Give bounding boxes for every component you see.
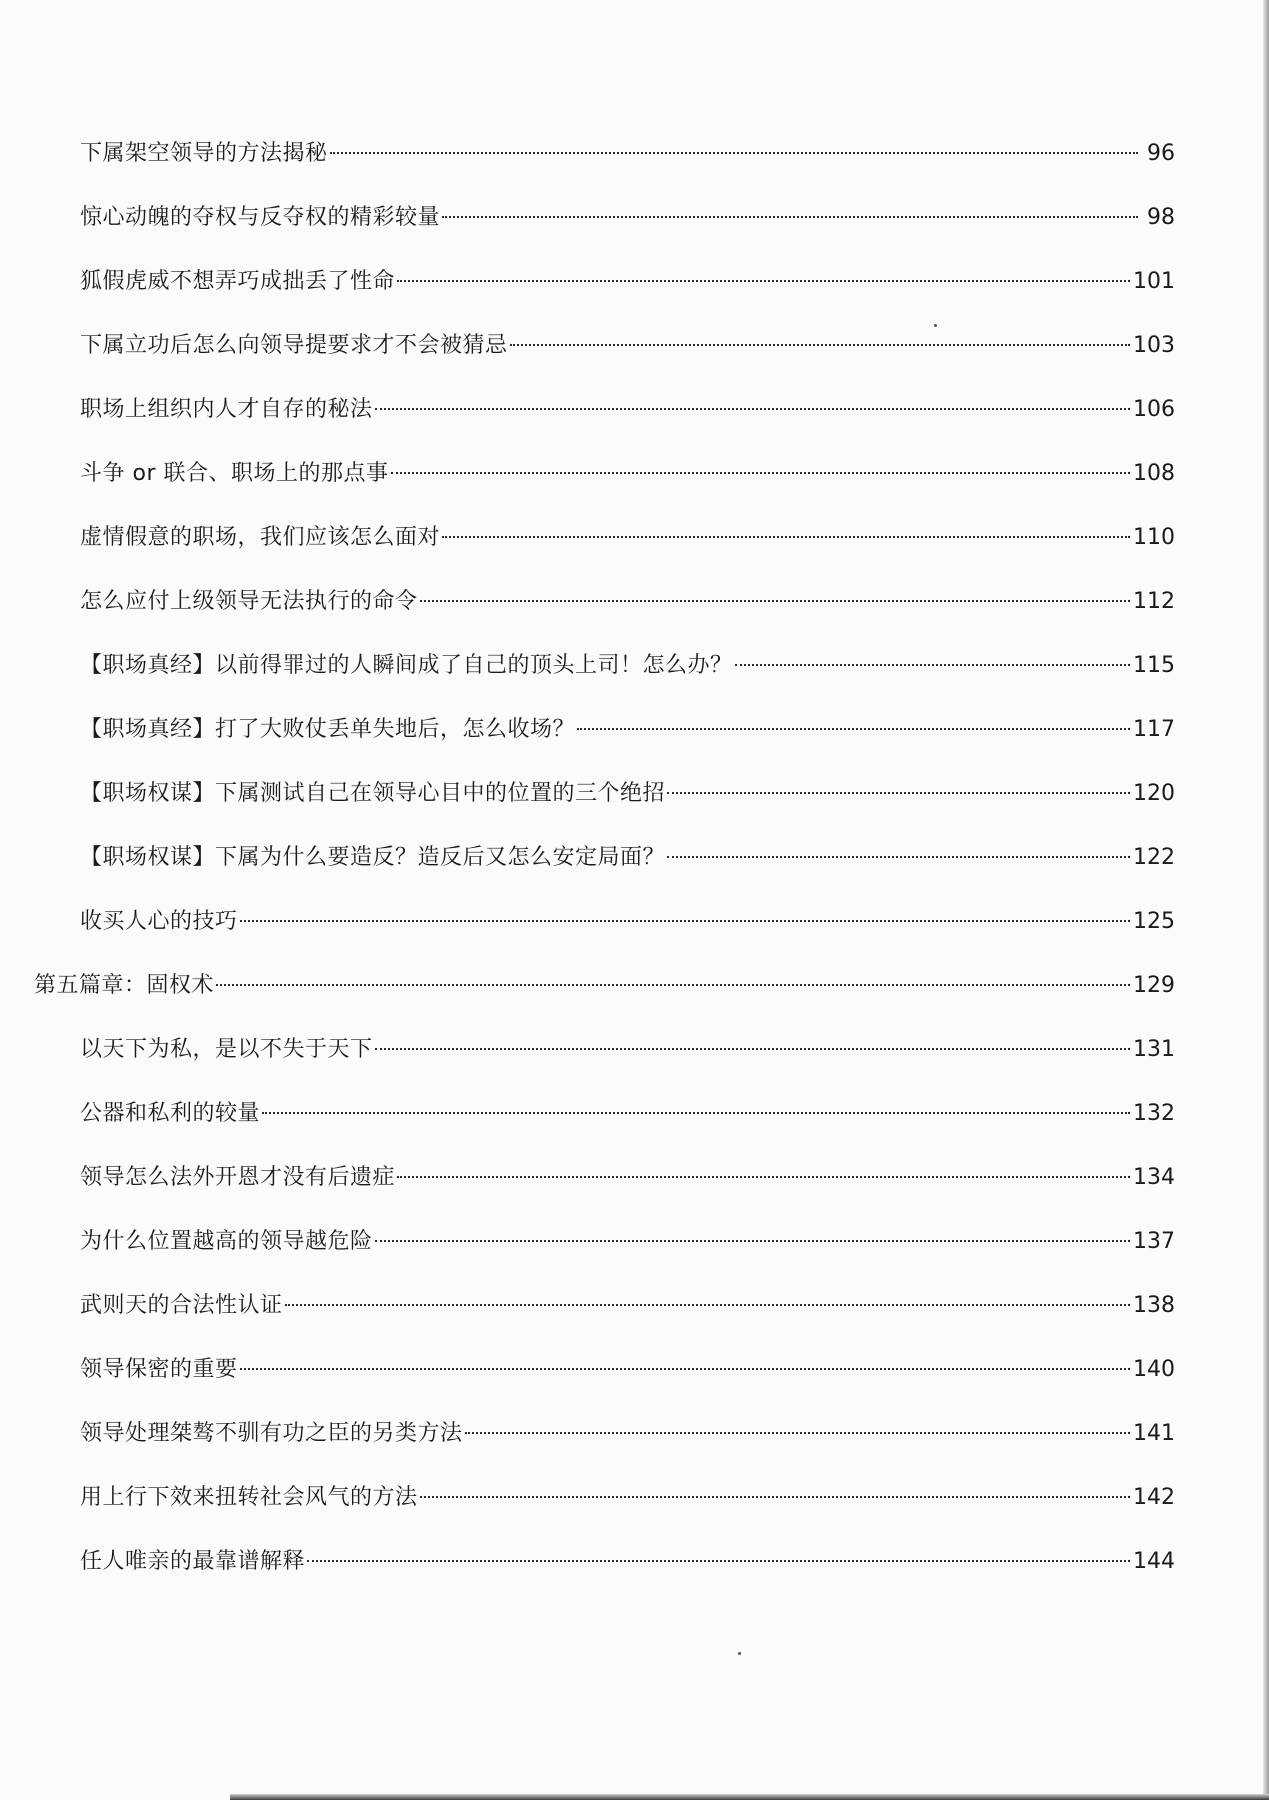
- toc-entry-page-number: 117: [1133, 717, 1175, 742]
- toc-entry[interactable]: [80, 646, 1175, 686]
- toc-entry-title: 领导处理桀骜不驯有功之臣的另类方法: [80, 1421, 463, 1446]
- toc-entry-page-number: 140: [1133, 1357, 1175, 1382]
- dot-leader: [391, 470, 1131, 474]
- toc-entry-page-number: 134: [1133, 1165, 1175, 1190]
- toc-entry-title: 职场上组织内人才自存的秘法: [80, 397, 373, 422]
- toc-entry-page-number: 125: [1133, 909, 1175, 934]
- toc-entry-title: 领导怎么法外开恩才没有后遗症: [80, 1165, 396, 1190]
- toc-entry-title: 【职场权谋】下属测试自己在领导心目中的位置的三个绝招: [80, 781, 666, 806]
- dot-leader: [375, 1238, 1130, 1242]
- toc-entry[interactable]: [80, 1286, 1175, 1326]
- dot-leader: [240, 1366, 1130, 1370]
- toc-entry[interactable]: [80, 902, 1175, 942]
- toc-entry-title: 第五篇章：固权术: [34, 973, 215, 998]
- toc-entry-page-number: 122: [1133, 845, 1175, 870]
- toc-entry-page-number: 131: [1133, 1037, 1175, 1062]
- toc-entry-page-number: 132: [1133, 1101, 1175, 1126]
- toc-entry-page-number: 120: [1133, 781, 1175, 806]
- toc-entry-page-number: 142: [1133, 1485, 1175, 1510]
- toc-entry[interactable]: [80, 390, 1175, 430]
- toc-entry[interactable]: [80, 1542, 1175, 1582]
- toc-entry-page-number: 129: [1133, 973, 1175, 998]
- toc-entry-title: 狐假虎威不想弄巧成拙丢了性命: [80, 269, 396, 294]
- toc-entry[interactable]: [80, 1222, 1175, 1262]
- toc-entry[interactable]: [80, 1350, 1175, 1390]
- toc-entry-page-number: 110: [1133, 525, 1175, 550]
- toc-entry[interactable]: [80, 454, 1175, 494]
- toc-entry-page-number: 98: [1147, 205, 1175, 230]
- toc-entry[interactable]: [80, 1478, 1175, 1518]
- toc-entry-page-number: 108: [1133, 461, 1175, 486]
- dot-leader: [420, 598, 1130, 602]
- dot-leader: [442, 534, 1130, 538]
- dot-leader: [420, 1494, 1130, 1498]
- toc-entry-page-number: 138: [1133, 1293, 1175, 1318]
- dot-leader: [442, 214, 1138, 218]
- toc-entry-title: 下属立功后怎么向领导提要求才不会被猜忌: [80, 333, 508, 358]
- dot-leader: [262, 1110, 1130, 1114]
- toc-entry-title: 斗争 or 联合、职场上的那点事: [80, 461, 389, 486]
- toc-entry-page-number: 115: [1133, 653, 1175, 678]
- toc-entry-title: 以天下为私，是以不失于天下: [80, 1037, 373, 1062]
- dot-leader: [375, 1046, 1130, 1050]
- toc-entry-page-number: 96: [1147, 141, 1175, 166]
- toc-entry-title: 领导保密的重要: [80, 1357, 238, 1382]
- toc-entry-title: 【职场权谋】下属为什么要造反？造反后又怎么安定局面？: [80, 845, 666, 870]
- dot-leader: [397, 278, 1130, 282]
- toc-entry-title: 为什么位置越高的领导越危险: [80, 1229, 373, 1254]
- toc-entry-page-number: 144: [1133, 1549, 1175, 1574]
- toc-entry[interactable]: [80, 1158, 1175, 1198]
- scan-speck: [738, 1652, 741, 1655]
- dot-leader: [510, 342, 1130, 346]
- toc-entry-title: 【职场真经】以前得罪过的人瞬间成了自己的顶头上司！怎么办？: [80, 653, 733, 678]
- dot-leader: [307, 1558, 1130, 1562]
- toc-entry[interactable]: [80, 1094, 1175, 1134]
- toc-entry-page-number: 141: [1133, 1421, 1175, 1446]
- dot-leader: [735, 662, 1130, 666]
- toc-entry-page-number: 137: [1133, 1229, 1175, 1254]
- toc-entry-title: 武则天的合法性认证: [80, 1293, 283, 1318]
- toc-entry-page-number: 101: [1133, 269, 1175, 294]
- dot-leader: [577, 726, 1130, 730]
- toc-entry-title: 虚情假意的职场，我们应该怎么面对: [80, 525, 441, 550]
- dot-leader: [667, 790, 1130, 794]
- toc-entry[interactable]: [80, 1030, 1175, 1070]
- toc-entry[interactable]: [80, 518, 1175, 558]
- toc-entry-title: 收买人心的技巧: [80, 909, 238, 934]
- toc-entry-title: 任人唯亲的最靠谱解释: [80, 1549, 306, 1574]
- dot-leader: [330, 150, 1138, 154]
- dot-leader: [285, 1302, 1130, 1306]
- toc-entry-title: 下属架空领导的方法揭秘: [80, 141, 328, 166]
- toc-entry[interactable]: [80, 134, 1175, 174]
- toc-entry-page-number: 112: [1133, 589, 1175, 614]
- dot-leader: [465, 1430, 1130, 1434]
- scan-edge-bottom: [230, 1794, 1269, 1800]
- toc-entry[interactable]: [80, 326, 1175, 366]
- toc-entry[interactable]: [80, 262, 1175, 302]
- dot-leader: [397, 1174, 1130, 1178]
- toc-entry-title: 公器和私利的较量: [80, 1101, 261, 1126]
- toc-entry-title: 怎么应付上级领导无法执行的命令: [80, 589, 418, 614]
- toc-entry[interactable]: [80, 582, 1175, 622]
- toc-entry-title: 用上行下效来扭转社会风气的方法: [80, 1485, 418, 1510]
- toc-chapter-entry[interactable]: [34, 966, 1175, 1006]
- toc-entry[interactable]: [80, 1414, 1175, 1454]
- toc-entry[interactable]: [80, 198, 1175, 238]
- toc-entry-page-number: 103: [1133, 333, 1175, 358]
- toc-entry[interactable]: [80, 838, 1175, 878]
- toc-entry-title: 惊心动魄的夺权与反夺权的精彩较量: [80, 205, 441, 230]
- toc-entry-page-number: 106: [1133, 397, 1175, 422]
- dot-leader: [240, 918, 1130, 922]
- toc-entry-title: 【职场真经】打了大败仗丢单失地后，怎么收场？: [80, 717, 576, 742]
- toc-entry[interactable]: [80, 774, 1175, 814]
- dot-leader: [375, 406, 1130, 410]
- scan-edge-right: [1263, 0, 1269, 1800]
- toc-entry[interactable]: [80, 710, 1175, 750]
- dot-leader: [667, 854, 1130, 858]
- dot-leader: [216, 982, 1130, 986]
